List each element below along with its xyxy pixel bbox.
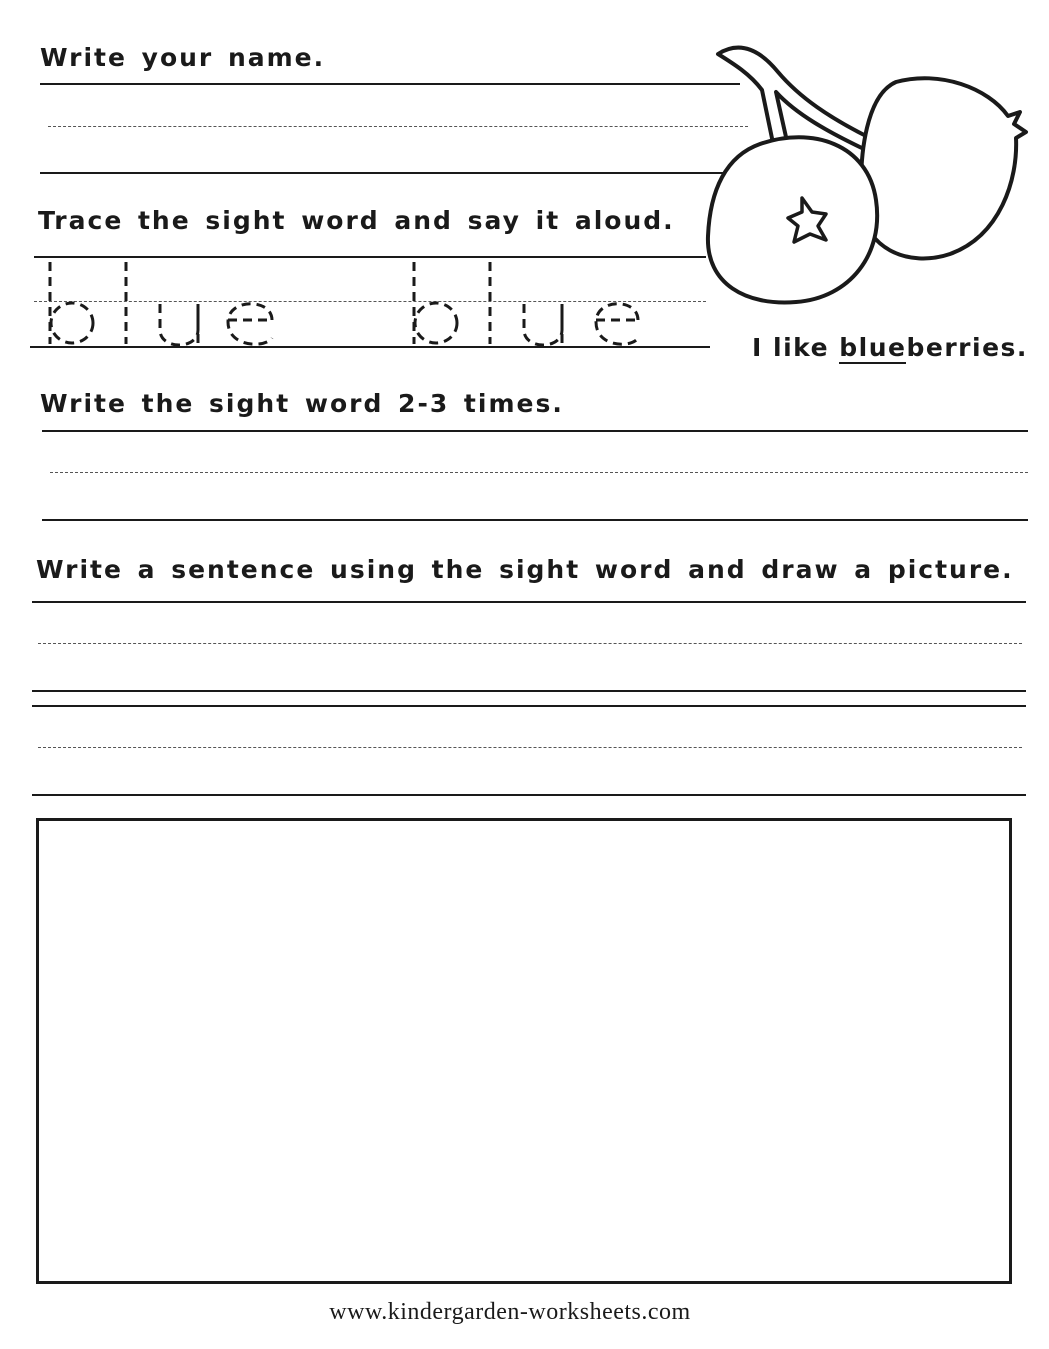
trace-word-blue-1[interactable] (40, 258, 290, 350)
drawing-box[interactable] (36, 818, 1012, 1284)
sentence-1-mid-dashed-line (38, 643, 1022, 644)
sentence-1-base-line (32, 690, 1026, 692)
name-top-line (40, 83, 740, 85)
footer-url: www.kindergarden-worksheets.com (329, 1299, 691, 1325)
write-times-base-line (42, 519, 1028, 521)
blueberries-icon (700, 40, 1040, 310)
caption-highlight-word: blue (839, 333, 907, 362)
caption-after: berries. (906, 333, 1028, 362)
name-mid-dashed-line (48, 126, 748, 127)
trace-instruction: Trace the sight word and say it aloud. (38, 206, 675, 235)
write-times-instruction: Write the sight word 2-3 times. (40, 389, 564, 418)
sentence-2-base-line (32, 794, 1026, 796)
sentence-2-mid-dashed-line (38, 747, 1022, 748)
write-times-mid-dashed-line (50, 472, 1028, 473)
write-name-instruction: Write your name. (40, 43, 326, 72)
caption-before: I like (752, 333, 840, 362)
write-times-top-line (42, 430, 1028, 432)
name-base-line (40, 172, 730, 174)
sentence-instruction: Write a sentence using the sight word and draw a picture. (36, 555, 1014, 584)
sentence-2-top-line (32, 705, 1026, 707)
trace-word-blue-2[interactable] (400, 258, 650, 350)
sentence-1-top-line (32, 601, 1026, 603)
caption-sentence (752, 333, 1028, 362)
